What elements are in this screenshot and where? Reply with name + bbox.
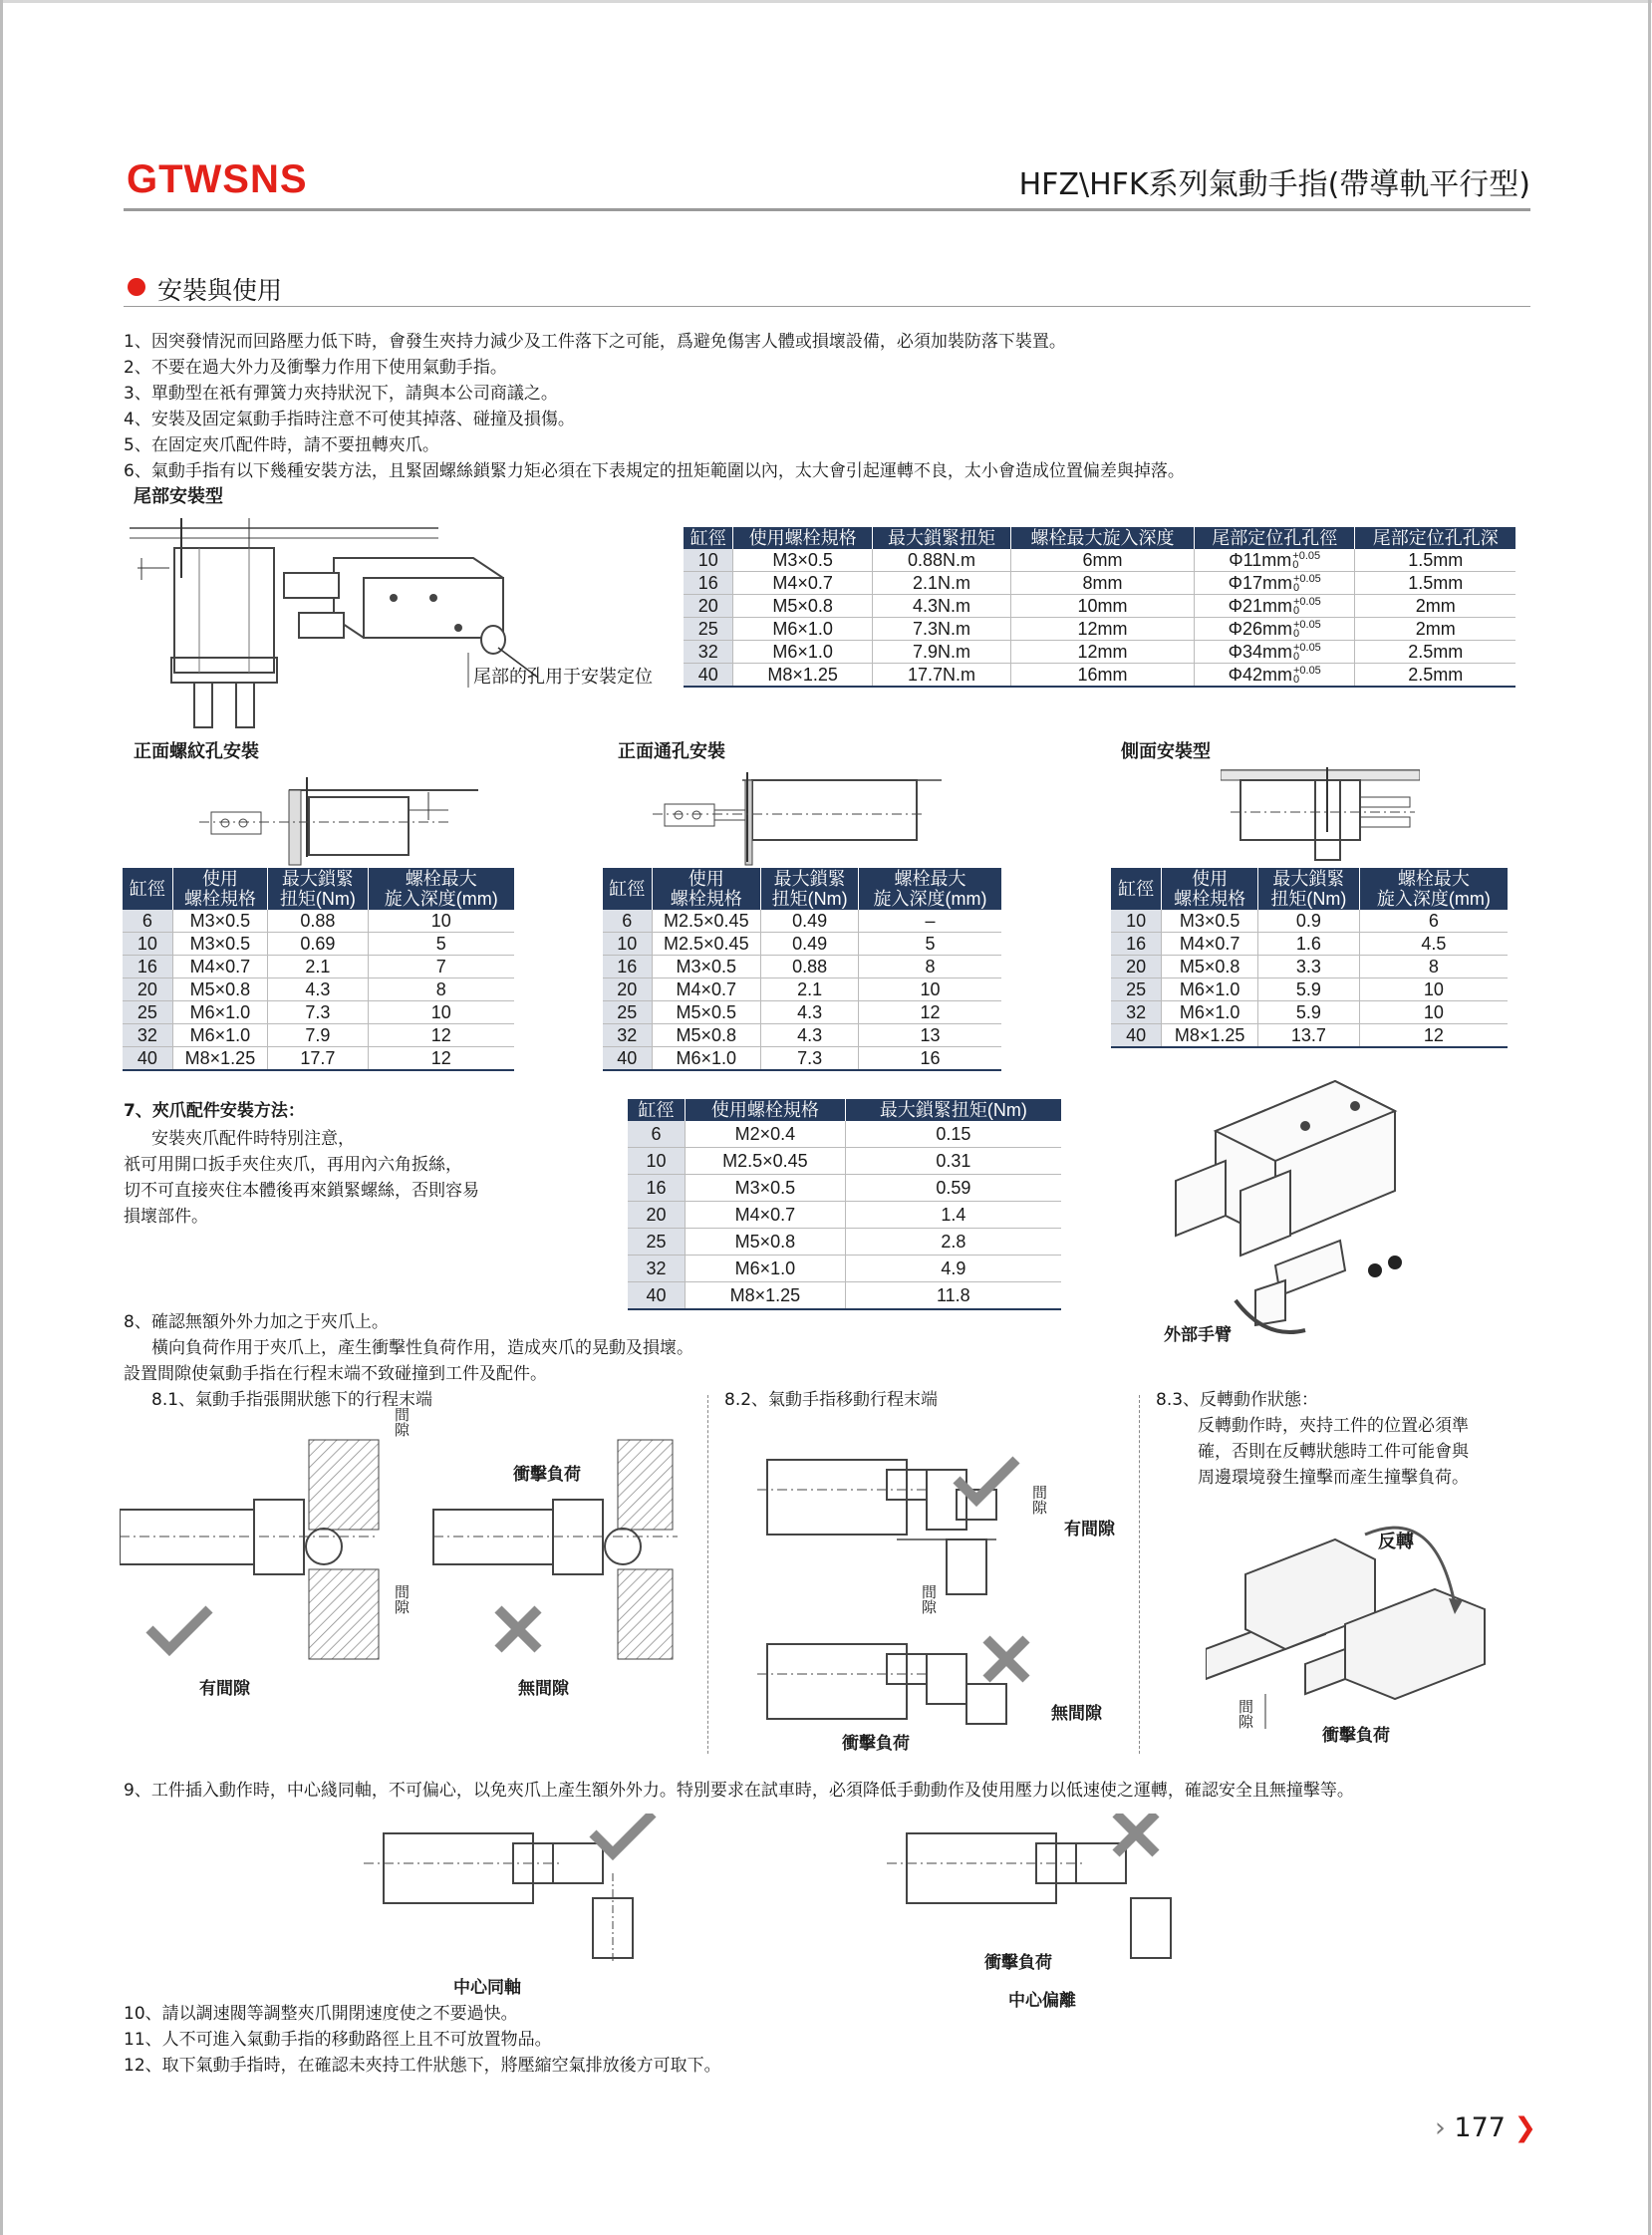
table-row [684,572,1515,595]
table-cell: 6 [123,910,172,933]
table-cell: M6×1.0 [686,1256,846,1282]
table-cell: 5 [368,933,514,956]
page-border-right [1648,0,1651,2235]
table-cell: M2.5×0.45 [652,933,761,956]
table-cell: M8×1.25 [1162,1024,1258,1048]
table-cell: 32 [628,1256,686,1282]
coaxial-illustration [364,1814,683,1963]
note-1: 1、因突發情況而回路壓力低下時，會發生夾持力減少及工件落下之可能，爲避免傷害人體或損壞設備，必須加裝防落下裝置。 [124,332,1066,352]
table-cell: 40 [603,1047,652,1071]
gap-label-2: 間隙 [393,1584,411,1614]
coaxial-label: 中心同軸 [453,1978,521,1998]
th-bolt: 使用螺栓規格 [686,1099,846,1121]
table-cell: 20 [123,978,172,1001]
table-row [684,549,1515,572]
table-cell: 10 [1111,910,1162,933]
impact-label-1: 衝擊負荷 [513,1465,581,1485]
th-torque: 最大鎖緊 扭矩(Nm) [268,868,368,910]
table-cell: 8mm [1011,572,1195,595]
front-thread-title: 正面螺紋孔安裝 [134,741,259,762]
jaw-line-2: 祇可用開口扳手夾住夾爪，再用內六角扳絲， [124,1155,462,1175]
table-cell: 2.8 [845,1229,1061,1256]
header-rule [124,208,1530,211]
table-cell: 0.88N.m [872,549,1010,572]
table-cell: 2.5mm [1355,664,1515,688]
table-cell: 5 [859,933,1001,956]
tail-mount-title: 尾部安裝型 [134,486,223,507]
tail-mount-illustration [120,518,678,732]
table-cell: 6 [628,1121,686,1148]
gap-label-5: 間隙 [1237,1699,1254,1729]
th-torque: 最大鎖緊 扭矩(Nm) [761,868,859,910]
table-cell: M4×0.7 [172,956,267,978]
impact-label-2: 衝擊負荷 [842,1734,910,1754]
table-row [123,910,514,933]
table-cell: 4.3N.m [872,595,1010,618]
table-cell: 6 [1359,910,1508,933]
note-4: 4、安裝及固定氣動手指時注意不可使其掉落、碰撞及損傷。 [124,410,575,429]
gap-label-4: 間隙 [920,1584,938,1614]
front-thread-table [123,868,514,1071]
th-depth: 螺栓最大 旋入深度(mm) [859,868,1001,910]
table-cell: 4.5 [1359,933,1508,956]
table-cell: 17.7 [268,1047,368,1071]
item8-line-2: 橫向負荷作用于夾爪上，產生衝擊性負荷作用，造成夾爪的晃動及損壞。 [151,1338,693,1358]
th-bore: 缸徑 [1111,868,1162,910]
item8-line-3: 設置間隙使氣動手指在行程末端不致碰撞到工件及配件。 [124,1364,547,1384]
table-cell: 16 [628,1175,686,1202]
page-arrow-icon: ❯ [1514,2112,1537,2143]
table-cell: 13.7 [1258,1024,1360,1048]
table-row [628,1175,1061,1202]
table-cell: 6 [603,910,652,933]
no-gap-label: 無間隙 [518,1679,569,1699]
table-cell: 1.5mm [1355,572,1515,595]
table-row [684,641,1515,664]
table-cell: 40 [628,1282,686,1310]
table-cell: M5×0.8 [733,595,872,618]
table-row [628,1121,1061,1148]
table-cell: 16 [684,572,733,595]
table-cell: 25 [603,1001,652,1024]
table-cell: M4×0.7 [652,978,761,1001]
table-cell: Φ34mm +0.05 0 [1194,641,1355,664]
table-cell: 25 [628,1229,686,1256]
table-cell: M6×1.0 [652,1047,761,1071]
table-row [603,1001,1001,1024]
table-row [684,618,1515,641]
item8-sub-2: 8.2、氣動手指移動行程末端 [724,1390,939,1410]
table-cell: 3.3 [1258,956,1360,978]
table-cell: 20 [1111,956,1162,978]
page-border-top [0,0,1652,3]
table-row [603,956,1001,978]
table-cell: M5×0.8 [172,978,267,1001]
table-cell: 16 [859,1047,1001,1071]
table-cell: 8 [859,956,1001,978]
table-cell: M2.5×0.45 [686,1148,846,1175]
item8-sub-3-line-2: 確，否則在反轉狀態時工件可能會與 [1198,1442,1469,1462]
table-cell: Φ17mm +0.05 0 [1194,572,1355,595]
impact-label-3: 衝擊負荷 [1322,1726,1390,1746]
table-cell: 8 [368,978,514,1001]
table-row [123,956,514,978]
table-cell: 32 [603,1024,652,1047]
front-through-title: 正面通孔安裝 [618,741,725,762]
table-row [603,1047,1001,1071]
table-row [628,1202,1061,1229]
table-cell: 12 [859,1001,1001,1024]
table-cell: 16 [603,956,652,978]
table-cell: 13 [859,1024,1001,1047]
table-cell: 10 [603,933,652,956]
page-border-left [0,0,3,2235]
table-row [684,595,1515,618]
table-cell: M6×1.0 [1162,1001,1258,1024]
table-cell: 2mm [1355,595,1515,618]
page-number-value: 177 [1454,2112,1506,2143]
table-cell: 0.88 [761,956,859,978]
table-cell: Φ26mm +0.05 0 [1194,618,1355,641]
item8-sub-3-line-3: 周邊環境發生撞擊而產生撞擊負荷。 [1198,1468,1469,1488]
table-cell: 12 [1359,1024,1508,1048]
table-cell: M5×0.8 [686,1229,846,1256]
table-cell: 11.8 [845,1282,1061,1310]
table-cell: M5×0.8 [652,1024,761,1047]
table-row [628,1282,1061,1310]
th-bore: 缸徑 [684,527,733,549]
table-row [628,1256,1061,1282]
divider-1 [707,1395,708,1754]
table-cell: 4.3 [761,1024,859,1047]
table-cell: 1.6 [1258,933,1360,956]
note-6: 6、氣動手指有以下幾種安裝方法，且緊固螺絲鎖緊力矩必須在下表規定的扭矩範圍以內，太大會引起運轉不良，太小會造成位置偏差與掉落。 [124,461,1185,481]
table-row [123,1024,514,1047]
table-cell: M6×1.0 [733,641,872,664]
table-cell: 8 [1359,956,1508,978]
th-bolt: 使用 螺栓規格 [172,868,267,910]
side-mount-title: 側面安裝型 [1121,741,1211,762]
table-cell: 10 [368,1001,514,1024]
tail-hole-callout: 尾部的孔用于安裝定位 [473,667,653,688]
table-cell: 6mm [1011,549,1195,572]
page-title: HFZ\HFK系列氣動手指(帶導軌平行型) [1018,167,1530,202]
table-row [628,1148,1061,1175]
table-cell: M2.5×0.45 [652,910,761,933]
table-cell: 7.3N.m [872,618,1010,641]
th-torque: 最大鎖緊扭矩(Nm) [845,1099,1061,1121]
table-cell: 10 [859,978,1001,1001]
table-cell: 10 [368,910,514,933]
table-cell: 0.59 [845,1175,1061,1202]
table-cell: 32 [1111,1001,1162,1024]
th-bolt: 使用 螺栓規格 [1162,868,1258,910]
table-cell: M5×0.5 [652,1001,761,1024]
no-gap-label-2: 無間隙 [1051,1704,1102,1724]
table-cell: 20 [684,595,733,618]
reverse-label: 反轉 [1378,1532,1414,1552]
page-prefix-icon: › [1435,2112,1446,2143]
table-cell: 5.9 [1258,978,1360,1001]
table-cell: 4.3 [761,1001,859,1024]
table-cell: 12 [368,1047,514,1071]
table-cell: 0.15 [845,1121,1061,1148]
table-cell: 20 [603,978,652,1001]
table-cell: 0.69 [268,933,368,956]
table-cell: M2×0.4 [686,1121,846,1148]
table-cell: 1.4 [845,1202,1061,1229]
th-hole-depth: 尾部定位孔孔深 [1355,527,1515,549]
section-rule [124,306,1530,307]
table-cell: 16mm [1011,664,1195,688]
side-mount-table [1111,868,1508,1048]
divider-2 [1139,1395,1140,1754]
note-5: 5、在固定夾爪配件時，請不要扭轉夾爪。 [124,435,439,455]
item8-sub-3: 8.3、反轉動作狀態： [1156,1390,1319,1410]
jaw-table [628,1099,1061,1310]
table-row [1111,1024,1508,1048]
note-12: 12、取下氣動手指時，在確認未夾持工件狀態下，將壓縮空氣排放後方可取下。 [124,2056,721,2076]
table-row [1111,910,1508,933]
table-row [1111,1001,1508,1024]
table-cell: 2.1 [268,956,368,978]
table-cell: 16 [123,956,172,978]
tail-mount-table [684,527,1515,688]
table-cell: M3×0.5 [1162,910,1258,933]
table-cell: 7.3 [761,1047,859,1071]
table-row [123,978,514,1001]
front-thread-illustration [199,772,488,867]
item8-line-1: 8、確認無額外外力加之于夾爪上。 [124,1312,389,1332]
table-cell: 0.88 [268,910,368,933]
table-cell: M8×1.25 [172,1047,267,1071]
page-number [1435,2112,1536,2143]
jaw-illustration [1156,1071,1415,1340]
table-cell: 32 [123,1024,172,1047]
table-cell: M4×0.7 [686,1202,846,1229]
table-cell: M3×0.5 [686,1175,846,1202]
note-3: 3、單動型在祇有彈簧力夾持狀況下，請與本公司商議之。 [124,384,558,404]
table-cell: 7 [368,956,514,978]
front-through-illustration [653,772,942,867]
brand-logo: GTWSNS [127,157,308,201]
table-cell: 40 [1111,1024,1162,1048]
offset-illustration [887,1814,1206,1963]
table-cell: 25 [123,1001,172,1024]
th-bolt: 使用螺栓規格 [733,527,872,549]
item8-sub-1: 8.1、氣動手指張開狀態下的行程末端 [151,1390,433,1410]
table-cell: 12 [368,1024,514,1047]
th-hole-dia: 尾部定位孔孔徑 [1194,527,1355,549]
table-cell: 10 [123,933,172,956]
table-cell: M8×1.25 [733,664,872,688]
table-row [123,933,514,956]
table-cell: 25 [1111,978,1162,1001]
table-cell: Φ42mm +0.05 0 [1194,664,1355,688]
jaw-title: 7、夾爪配件安裝方法： [124,1101,305,1121]
th-bore: 缸徑 [123,868,172,910]
impact-label-4: 衝擊負荷 [984,1953,1052,1973]
table-cell: M8×1.25 [686,1282,846,1310]
gap-label-1: 間隙 [393,1407,411,1437]
table-cell: 2.1 [761,978,859,1001]
table-cell: 16 [1111,933,1162,956]
has-gap-label: 有間隙 [199,1679,250,1699]
table-cell: 0.49 [761,910,859,933]
table-cell: M6×1.0 [733,618,872,641]
jaw-line-1: 安裝夾爪配件時特別注意， [151,1129,355,1149]
table-cell: 32 [684,641,733,664]
table-cell: 2mm [1355,618,1515,641]
table-cell: 7.3 [268,1001,368,1024]
table-cell: 10 [1359,1001,1508,1024]
table-cell: 12mm [1011,618,1195,641]
external-arm-label: 外部手臂 [1164,1325,1232,1345]
table-cell: 0.9 [1258,910,1360,933]
note-11: 11、人不可進入氣動手指的移動路徑上且不可放置物品。 [124,2030,552,2050]
table-cell: 10 [628,1148,686,1175]
jaw-line-3: 切不可直接夾住本體後再來鎖緊螺絲，否則容易 [124,1181,479,1201]
table-row [603,1024,1001,1047]
table-cell: 2.5mm [1355,641,1515,664]
table-cell: 2.1N.m [872,572,1010,595]
table-row [628,1229,1061,1256]
note-2: 2、不要在過大外力及衝擊力作用下使用氣動手指。 [124,358,507,378]
table-row [603,933,1001,956]
th-depth: 螺栓最大旋入深度 [1011,527,1195,549]
th-bore: 缸徑 [603,868,652,910]
table-cell: M4×0.7 [733,572,872,595]
table-cell: M3×0.5 [172,910,267,933]
jaw-line-4: 損壞部件。 [124,1207,208,1227]
offset-label: 中心偏離 [1008,1991,1076,2011]
table-cell: M3×0.5 [652,956,761,978]
table-cell: M6×1.0 [1162,978,1258,1001]
table-cell: – [859,910,1001,933]
front-through-table [603,868,1001,1071]
table-cell: 17.7N.m [872,664,1010,688]
table-cell: M3×0.5 [172,933,267,956]
th-depth: 螺栓最大 旋入深度(mm) [368,868,514,910]
table-cell: 10 [684,549,733,572]
table-cell: 5.9 [1258,1001,1360,1024]
table-cell: 25 [684,618,733,641]
table-cell: M4×0.7 [1162,933,1258,956]
table-cell: M5×0.8 [1162,956,1258,978]
th-bore: 缸徑 [628,1099,686,1121]
item8-sub-3-line-1: 反轉動作時，夾持工件的位置必須準 [1198,1416,1469,1436]
th-torque: 最大鎖緊扭矩 [872,527,1010,549]
table-cell: 4.9 [845,1256,1061,1282]
table-cell: 20 [628,1202,686,1229]
table-row [1111,933,1508,956]
th-bolt: 使用 螺栓規格 [652,868,761,910]
table-row [123,1047,514,1071]
table-cell: 12mm [1011,641,1195,664]
table-row [603,910,1001,933]
table-cell: M6×1.0 [172,1024,267,1047]
section-bullet-icon [128,278,145,296]
table-cell: 0.49 [761,933,859,956]
table-cell: 0.31 [845,1148,1061,1175]
table-cell: Φ21mm +0.05 0 [1194,595,1355,618]
table-cell: 40 [684,664,733,688]
table-cell: 4.3 [268,978,368,1001]
table-row [603,978,1001,1001]
table-cell: 10mm [1011,595,1195,618]
table-row [1111,978,1508,1001]
side-mount-illustration [1221,762,1420,867]
table-cell: Φ11mm +0.05 0 [1194,549,1355,572]
table-cell: 1.5mm [1355,549,1515,572]
table-cell: 10 [1359,978,1508,1001]
table-row [1111,956,1508,978]
note-10: 10、請以調速閥等調整夾爪開閉速度使之不要過快。 [124,2004,518,2024]
table-row [123,1001,514,1024]
table-row [684,664,1515,688]
gap-label-3: 間隙 [1030,1485,1048,1515]
has-gap-label-2: 有間隙 [1064,1520,1115,1539]
table-cell: M3×0.5 [733,549,872,572]
table-cell: M6×1.0 [172,1001,267,1024]
section-title: 安裝與使用 [157,276,283,305]
th-depth: 螺栓最大 旋入深度(mm) [1359,868,1508,910]
item9-text: 9、工件插入動作時，中心綫同軸，不可偏心，以免夾爪上產生額外外力。特別要求在試車時，必須降低手動動作及使用壓力以低速使之運轉，確認安全且無撞擊等。 [124,1781,1354,1801]
table-cell: 7.9N.m [872,641,1010,664]
th-torque: 最大鎖緊 扭矩(Nm) [1258,868,1360,910]
table-cell: 7.9 [268,1024,368,1047]
table-cell: 40 [123,1047,172,1071]
